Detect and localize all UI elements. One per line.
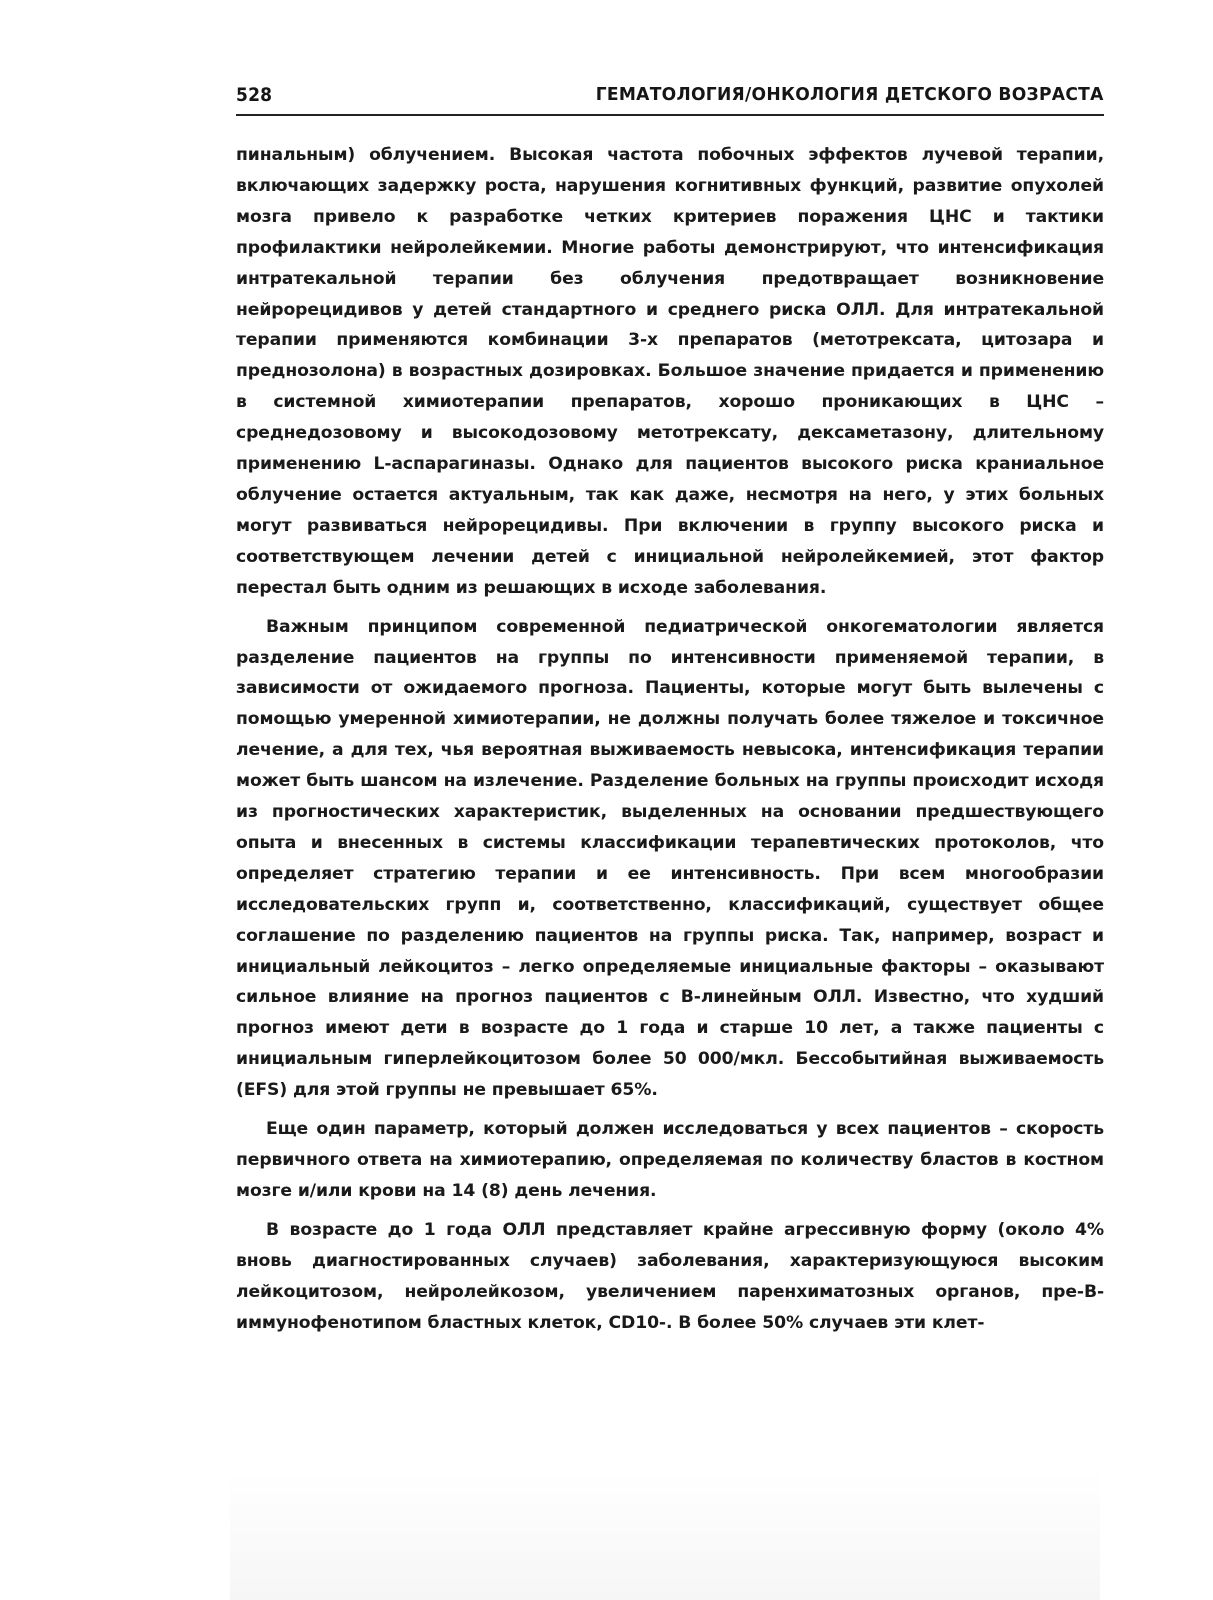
paragraph-infant-all: В возрасте до 1 года ОЛЛ представляет крайне агрессивную форму (около 4% вновь диагностированных случаев) заболевания, характеризующуюся высоким лейкоцитозом, нейролейкозом, увеличением паренхиматозных органов, пре-B-иммунофенотипом бластных клеток, CD10-. В более 50% случаев эти клет- [236,1219,1104,1333]
paragraph-response-rate: Еще один параметр, который должен исследоваться у всех пациентов – скорость первичного ответа на химиотерапию, определяемая по количеству бластов в костном мозге и/или крови на 14 (8) день лечения. [236,1119,1104,1201]
body-text [236,140,1104,1346]
page-number: 528 [236,84,273,106]
page-bottom-shade [230,1470,1100,1600]
paragraph-continuation: пинальным) облучением. Высокая частота побочных эффектов лучевой терапии, включающих задержку роста, нарушения когнитивных функций, развитие опухолей мозга привело к разработке четких критериев поражения ЦНС и тактики профилактики нейролейкемии. Многие работы демонстрируют, что интенсификация интратекальной терапии без облучения предотвращает возникновение нейрорецидивов у детей стандартного и среднего риска ОЛЛ. Для интратекальной терапии применяются комбинации 3-х препаратов (метотрексата, цитозара и преднозолона) в возрастных дозировках. Большое значение придается и применению в системной химиотерапии препаратов, хорошо проникающих в ЦНС – среднедозовому и высокодозовому метотрексату, дексаметазону, длительному применению L-аспарагиназы. Однако для пациентов высокого риска краниальное облучение остается актуальным, так как даже, несмотря на него, у этих больных могут развиваться нейрорецидивы. При включении в группу высокого риска и соответствующем лечении детей с инициальной нейролейкемией, этот фактор перестал быть одним из решающих в исходе заболевания. [236,145,1104,598]
paragraph-risk-groups: Важным принципом современной педиатрической онкогематологии является разделение пациентов на группы по интенсивности применяемой терапии, в зависимости от ожидаемого прогноза. Пациенты, которые могут быть вылечены с помощью умеренной химиотерапии, не должны получать более тяжелое и токсичное лечение, а для тех, чья вероятная выживаемость невысока, интенсификация терапии может быть шансом на излечение. Разделение больных на группы происходит исходя из прогностических характеристик, выделенных на основании предшествующего опыта и внесенных в системы классификации терапевтических протоколов, что определяет стратегию терапии и ее интенсивность. При всем многообразии исследовательских групп и, соответственно, классификаций, существует общее соглашение по разделению пациентов на группы риска. Так, например, возраст и инициальный лейкоцитоз – легко определяемые инициальные факторы – оказывают сильное влияние на прогноз пациентов с B-линейным ОЛЛ. Известно, что худший прогноз имеют дети в возрасте до 1 года и старше 10 лет, а также пациенты с инициальным гиперлейкоцитозом более 50 000/мкл. Бессобытийная выживаемость (EFS) для этой группы не превышает 65%. [236,616,1104,1101]
page-header [236,84,1104,116]
running-title: ГЕМАТОЛОГИЯ/ОНКОЛОГИЯ ДЕТСКОГО ВОЗРАСТА [596,84,1104,105]
